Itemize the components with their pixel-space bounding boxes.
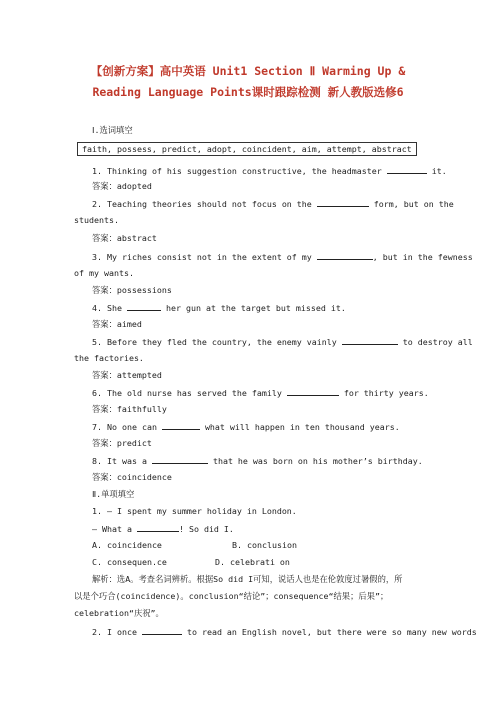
q5-blank [342,336,398,345]
q8-line [92,455,423,466]
q6-line [92,387,429,398]
section1-heading: Ⅰ.选词填空 [92,125,133,135]
q5-line [92,336,473,347]
q2-text-end: form, but on the [373,199,454,209]
q6-answer: 答案：faithfully [92,404,167,414]
q3-blank [317,251,373,260]
q3-text-end: , but in the fewness [372,252,473,262]
option-b: B. conclusion [232,540,297,550]
doc-title-line1: 【创新方案】高中英语 Unit1 Section Ⅱ Warming Up & [90,64,406,78]
q4-blank [127,302,161,311]
q4-line [92,302,346,313]
q4-text: 4. She [92,303,122,313]
s2-q1-blank [137,523,179,532]
q7-answer: 答案：predict [92,438,152,448]
q3-answer: 答案：possessions [92,285,172,295]
s2-q2-blank [142,626,182,635]
q1-line [92,165,447,176]
q2-line [92,198,454,209]
q5-line-cont: the factories. [74,353,144,363]
q2-blank [317,198,369,207]
section2-heading: Ⅱ.单项填空 [92,489,135,499]
s2-q2-text-end: to read an English novel, but there were so many new words [186,627,477,637]
q2-line-cont: students. [74,215,119,225]
s2-q1-text: — What a [92,524,132,534]
q6-text-end: for thirty years. [343,388,429,398]
q8-answer: 答案：coincidence [92,472,172,482]
q8-text: 8. It was a [92,456,147,466]
s2-q2-line [92,626,477,637]
q3-line-cont: of my wants. [74,268,134,278]
q5-text: 5. Before they fled the country, the enemy vainly [92,337,337,347]
q8-text-end: that he was born on his mother’s birthday. [212,456,423,466]
q1-blank [387,165,427,174]
q1-text-end: it. [431,166,447,176]
q1-text: 1. Thinking of his suggestion constructive, the headmaster [92,166,382,176]
s2-q1-line2 [92,523,234,534]
explanation-line2: 以是个巧合(coincidence)。conclusion“结论”；consequence“结果；后果”； [74,591,389,601]
q3-text: 3. My riches consist not in the extent of my [92,252,312,262]
q2-answer: 答案：abstract [92,233,157,243]
q8-blank [152,455,208,464]
q2-text: 2. Teaching theories should not focus on the [92,199,312,209]
s2-q1-text-end: ! So did I. [178,524,234,534]
q7-text-end: what will happen in ten thousand years. [204,422,400,432]
q6-text: 6. The old nurse has served the family [92,388,282,398]
q7-text: 7. No one can [92,422,157,432]
word-bank: faith, possess, predict, adopt, coincident, aim, attempt, abstract [82,144,412,154]
option-c: C. consequen.ce [92,557,167,567]
q4-answer: 答案：aimed [92,319,142,329]
explanation-line1: 解析：选A。考查名词辨析。根据So did I可知，说话人也是在伦敦度过暑假的，所 [92,574,403,584]
q5-answer: 答案：attempted [92,370,162,380]
word-bank-box [77,142,417,156]
q7-blank [162,421,200,430]
q7-line [92,421,400,432]
q6-blank [287,387,339,396]
q4-text-end: her gun at the target but missed it. [165,303,346,313]
q5-text-end: to destroy all [402,337,473,347]
option-a: A. coincidence [92,540,162,550]
option-d: D. celebrati on [215,557,290,567]
q1-answer: 答案：adopted [92,181,152,191]
s2-q2-text: 2. I once [92,627,137,637]
q3-line [92,251,473,262]
explanation-line3: celebration“庆祝”。 [74,608,164,618]
doc-title-line2: Reading Language Points课时跟踪检测 新人教版选修6 [92,85,404,99]
s2-q1-line: 1. — I spent my summer holiday in London. [92,506,297,516]
